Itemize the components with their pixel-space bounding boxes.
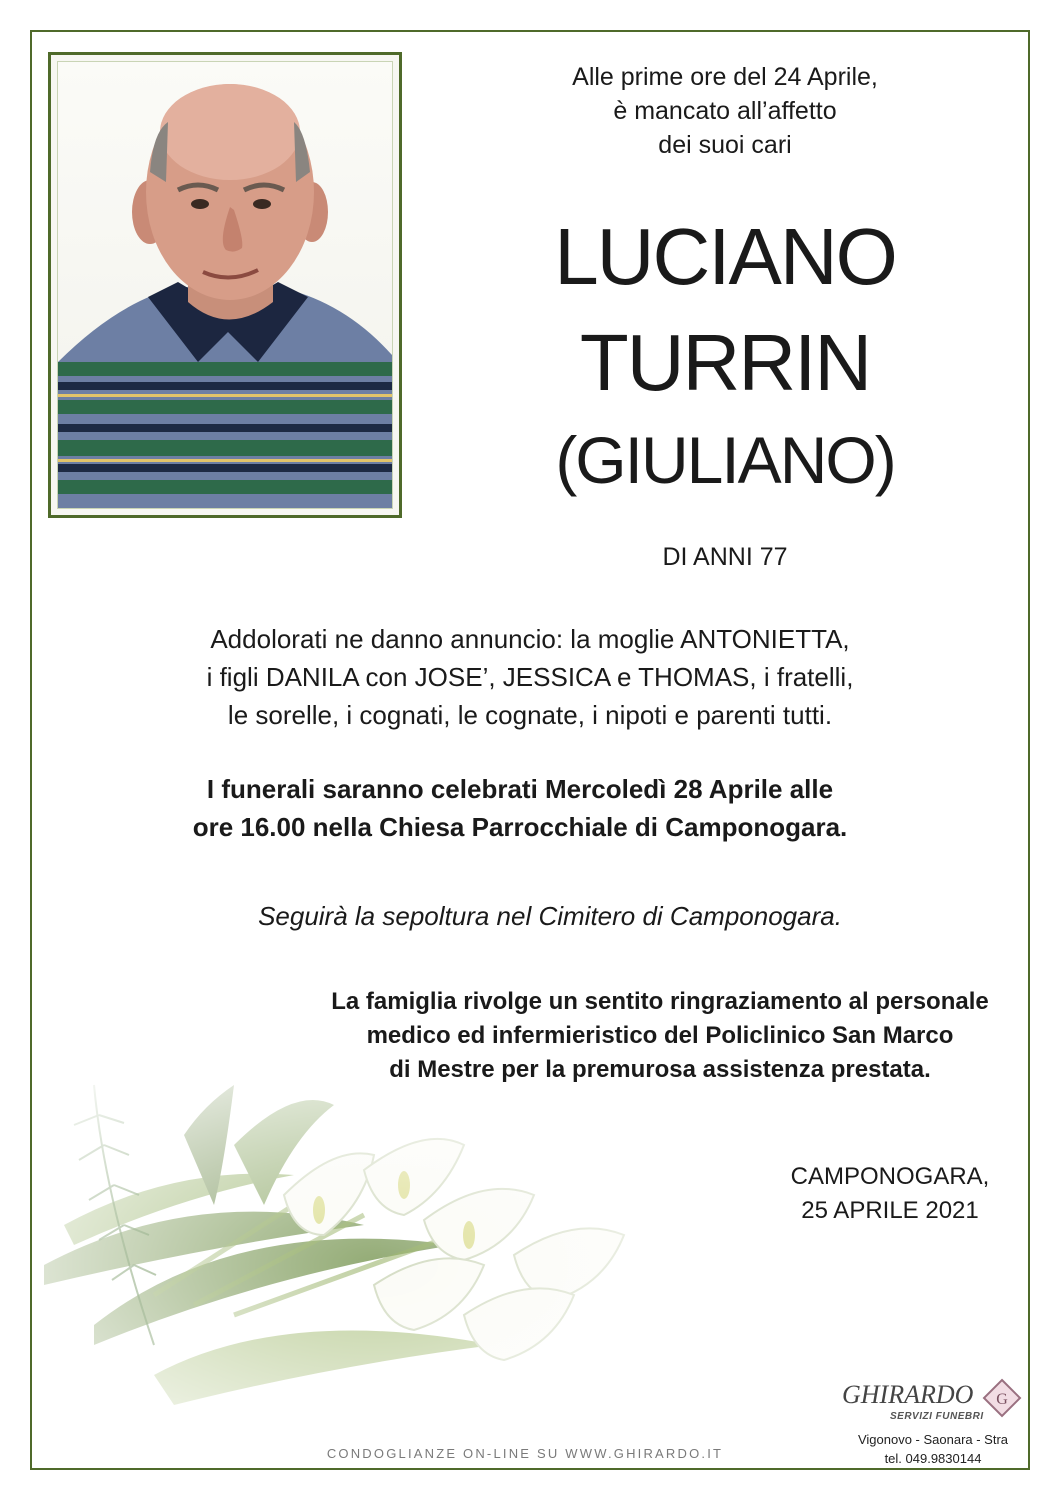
contact-locations: Vigonovo - Saonara - Stra (857, 1432, 1009, 1447)
deceased-nickname: (GIULIANO) (555, 423, 895, 497)
intro-line: è mancato all’affetto (613, 97, 837, 125)
family-line: Addolorati ne danno annuncio: la moglie ANTONIETTA, (210, 624, 850, 654)
portrait-icon (58, 62, 393, 509)
portrait-photo (48, 52, 402, 518)
deceased-first-name: LUCIANO (554, 212, 896, 301)
deceased-last-name: TURRIN (579, 318, 871, 407)
logo-mark: G (996, 1391, 1008, 1408)
contact-info (838, 1430, 1028, 1468)
deceased-age: DI ANNI 77 (662, 543, 788, 571)
funeral-line: ore 16.00 nella Chiesa Parrocchiale di Camponogara. (192, 812, 848, 842)
thanks-line: di Mestre per la premurosa assistenza prestata. (389, 1056, 931, 1083)
thanks-line: La famiglia rivolge un sentito ringraziamento al personale (331, 988, 989, 1015)
intro-line: dei suoi cari (658, 131, 792, 159)
funeral-details (60, 770, 980, 846)
logo-subtitle: SERVIZI FUNEBRI (890, 1411, 984, 1422)
intro-text (490, 60, 960, 162)
place-and-date (770, 1160, 1010, 1228)
condolences-website: CONDOGLIANZE ON-LINE SU WWW.GHIRARDO.IT (326, 1446, 724, 1461)
date: 25 APRILE 2021 (801, 1197, 979, 1224)
thanks-line: medico ed infermieristico del Policlinico San Marco (366, 1022, 954, 1049)
contact-phone: tel. 049.9830144 (884, 1451, 982, 1466)
logo-name: GHIRARDO (842, 1380, 974, 1409)
calla-lily-bouquet-icon (34, 1045, 794, 1445)
thanks-message (270, 985, 1050, 1087)
family-announcement (100, 620, 960, 734)
family-line: i figli DANILA con JOSE’, JESSICA e THOMAS, i fratelli, (206, 662, 854, 692)
family-line: le sorelle, i cognati, le cognate, i nipoti e parenti tutti. (227, 700, 833, 730)
place: CAMPONOGARA, (790, 1163, 990, 1190)
ghirardo-diamond-logo-icon (982, 1378, 1022, 1418)
burial-note: Seguirà la sepoltura nel Cimitero di Camponogara. (258, 901, 842, 931)
funeral-line: I funerali saranno celebrati Mercoledì 28 Aprile alle (206, 774, 834, 804)
portrait-image (57, 61, 393, 509)
ghirardo-logo (842, 1374, 1022, 1434)
intro-line: Alle prime ore del 24 Aprile, (572, 63, 878, 91)
